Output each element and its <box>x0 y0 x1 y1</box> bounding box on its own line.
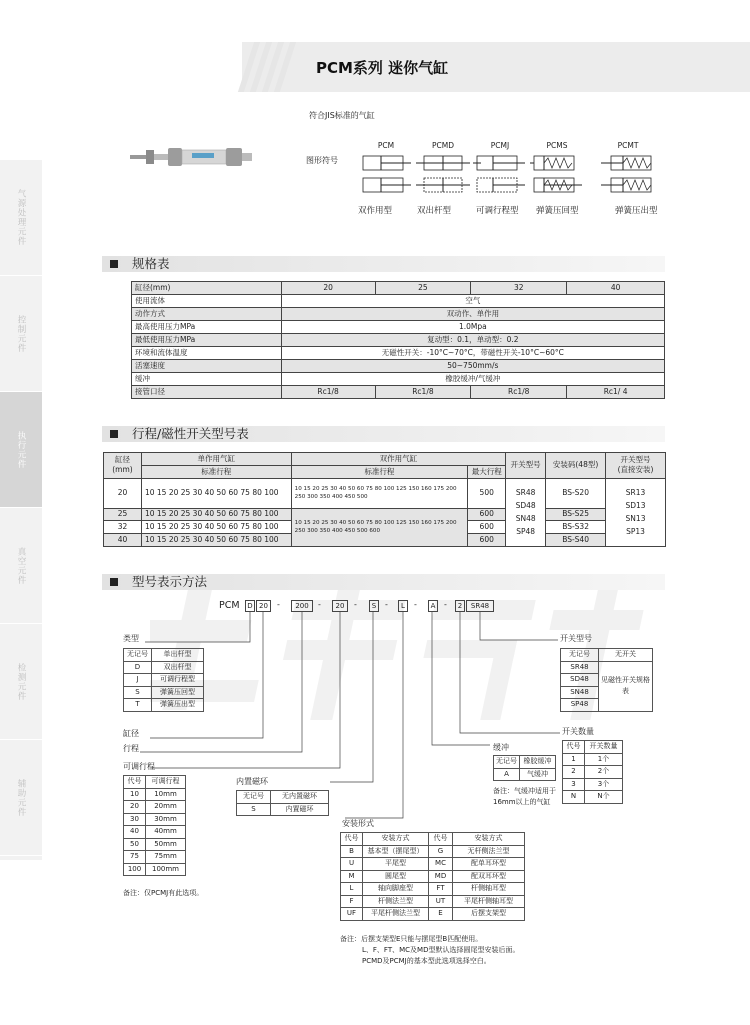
section-header-spec: 规格表 <box>102 256 665 272</box>
symbol-name: 双出杆型 <box>417 206 452 216</box>
table-row: 环境和流体温度 无磁性开关：-10°C~70°C，带磁性开关-10°C~60°C <box>132 347 665 360</box>
sidebar-item-control[interactable]: 控制元件 <box>0 276 42 392</box>
cushion-label: 缓冲 <box>493 743 509 752</box>
sidebar-item-air-treatment[interactable]: 气源处理元件 <box>0 160 42 276</box>
stroke-label: 行程 <box>123 744 139 753</box>
mount-label: 安装形式 <box>342 819 374 828</box>
table-row: 40 10 15 20 25 30 40 50 60 75 80 100 600 BS-S40 <box>104 534 666 547</box>
symbol-name: 双作用型 <box>358 206 393 216</box>
model-code-type: D <box>245 600 255 612</box>
magnet-table: 无记号 无内置磁环 S 内置磁环 <box>236 790 329 816</box>
jis-note: 符合JIS标准的气缸 <box>309 111 375 120</box>
cushion-table: 无记号 橡胶缓冲 A 气缓冲 <box>493 755 556 781</box>
model-code-magnet: S <box>369 600 379 612</box>
qty-table: 代号 开关数量 1 1个 2 2个 3 3个 N N个 <box>562 740 623 804</box>
model-prefix: PCM <box>219 600 240 611</box>
switch-table: 无记号 无开关 SR48 见磁性开关规格表 SD48 SN48 SP48 <box>560 648 653 712</box>
type-table: 无记号 单出杆型 D 双出杆型 J 可调行程型 S 弹簧压回型 T 弹簧压出型 <box>123 648 204 712</box>
symbol-name: 可调行程型 <box>476 206 519 216</box>
symbol-label: 图形符号 <box>306 156 338 165</box>
symbol-pcms: PCMS <box>527 141 587 198</box>
section-header-model: 型号表示方法 <box>102 574 665 590</box>
table-row: 32 10 15 20 25 30 40 50 60 75 80 100 600 BS-S32 <box>104 521 666 534</box>
sidebar-item-detection[interactable]: 检测元件 <box>0 624 42 740</box>
adjust-label: 可调行程 <box>123 762 155 771</box>
symbol-pcm: PCM <box>356 141 416 198</box>
symbol-name: 弹簧压出型 <box>615 206 658 216</box>
model-code-cushion: A <box>428 600 438 612</box>
table-row: 最高使用压力MPa 1.0Mpa <box>132 321 665 334</box>
table-row: 动作方式 双动作、单作用 <box>132 308 665 321</box>
symbol-pcmj: PCMJ <box>470 141 530 198</box>
table-row: 接管口径 Rc1/8 Rc1/8 Rc1/8 Rc1/ 4 <box>132 386 665 399</box>
model-code-bore: 20 <box>256 600 271 612</box>
model-code-stroke: 200 <box>291 600 313 612</box>
adjust-table: 代号 可调行程 10 10mm 20 20mm 30 30mm 40 40mm 50 50mm 75 75mm 100 100mm <box>123 775 186 876</box>
table-row: 20 10 15 20 25 30 40 50 60 75 80 100 10 15 20 25 30 40 50 60 75 80 100 125 150 160 175 200 250 300 350 400 450 500 500 SR48 SD48 SN48 SP48 BS-S20 SR13 SD13 SN13 SP13 <box>104 478 666 508</box>
section-header-stroke: 行程/磁性开关型号表 <box>102 426 665 442</box>
mount-note: 备注：后摆支架型E只能与摆尾型B匹配使用。 L、F、FT、MC及MD型默认选择圆尾型安装后面。 PCMD及PCMJ的基本型此选项选择空白。 <box>340 935 520 965</box>
bore-label: 缸径 <box>123 729 139 738</box>
symbol-name: 弹簧压回型 <box>536 206 579 216</box>
type-label: 类型 <box>123 634 139 643</box>
sidebar-item-actuators[interactable]: 执行元件 <box>0 392 42 508</box>
qty-label: 开关数量 <box>562 727 594 736</box>
table-row: 25 10 15 20 25 30 40 50 60 75 80 100 10 15 20 25 30 40 50 60 75 80 100 125 150 160 175 200 250 300 350 400 450 500 600 600 BS-S25 <box>104 508 666 521</box>
table-row: 使用流体 空气 <box>132 295 665 308</box>
spec-header-row: 缸径(mm) 20 25 32 40 <box>132 282 665 295</box>
model-code-adjust: 20 <box>332 600 348 612</box>
magnet-label: 内置磁环 <box>236 777 268 786</box>
mount-table: 代号 安装方式 代号 安装方式 B 基本型（摆尾型） G 无杆侧法兰型 U 平尾型 MC 配单耳环型 M 圆尾型 MD 配双耳环型 L 轴向脚座型 FT 杆侧轴耳型 F 杆侧法兰型 UT 平尾杆侧轴耳型 UF 平尾杆侧法兰型 E 后摆支架型 <box>340 832 525 921</box>
model-code-mount: L <box>398 600 408 612</box>
model-code-qty: 2 <box>455 600 465 612</box>
symbol-pcmt: PCMT <box>598 141 658 198</box>
cushion-note: 备注：气缓冲适用于 16mm以上的气缸 <box>493 787 556 806</box>
model-code-switch: SR48 <box>466 600 494 612</box>
stroke-table: 缸径 (mm) 单作用气缸 双作用气缸 开关型号 安装码(48型) 开关型号 (直接安装) 标准行程 标准行程 最大行程 20 10 15 20 25 30 40 50 60 75 80 100 10 15 20 25 30 40 50 60 75 80 100 125 150 160 175 200 250 300 350 400 450 500 500 SR48 SD48 SN48 SP48 BS-S20 SR13 SD13 SN13 SP13 25 10 15 20 25 30 40 50 60 75 80 100 10 15 20 25 30 40 50 60 75 80 100 125 150 160 175 200 250 300 350 400 450 500 600 600 BS-S25 32 10 15 20 25 30 40 50 60 75 80 100 600 BS-S32 40 10 15 20 25 30 40 50 60 75 80 100 600 BS-S40 <box>103 452 666 547</box>
symbol-pcmd: PCMD <box>413 141 473 198</box>
table-row: 活塞速度 50~750mm/s <box>132 360 665 373</box>
switch-label: 开关型号 <box>560 634 592 643</box>
adjust-note: 备注：仅PCMJ有此选项。 <box>123 889 204 897</box>
page-title: PCM系列 迷你气缸 <box>316 59 449 77</box>
sidebar-item-vacuum[interactable]: 真空元件 <box>0 508 42 624</box>
table-row: 最低使用压力MPa 复动型：0.1，单动型：0.2 <box>132 334 665 347</box>
sidebar-item-auxiliary[interactable]: 辅助元件 <box>0 740 42 856</box>
table-row: 缓冲 橡胶缓冲/气缓冲 <box>132 373 665 386</box>
